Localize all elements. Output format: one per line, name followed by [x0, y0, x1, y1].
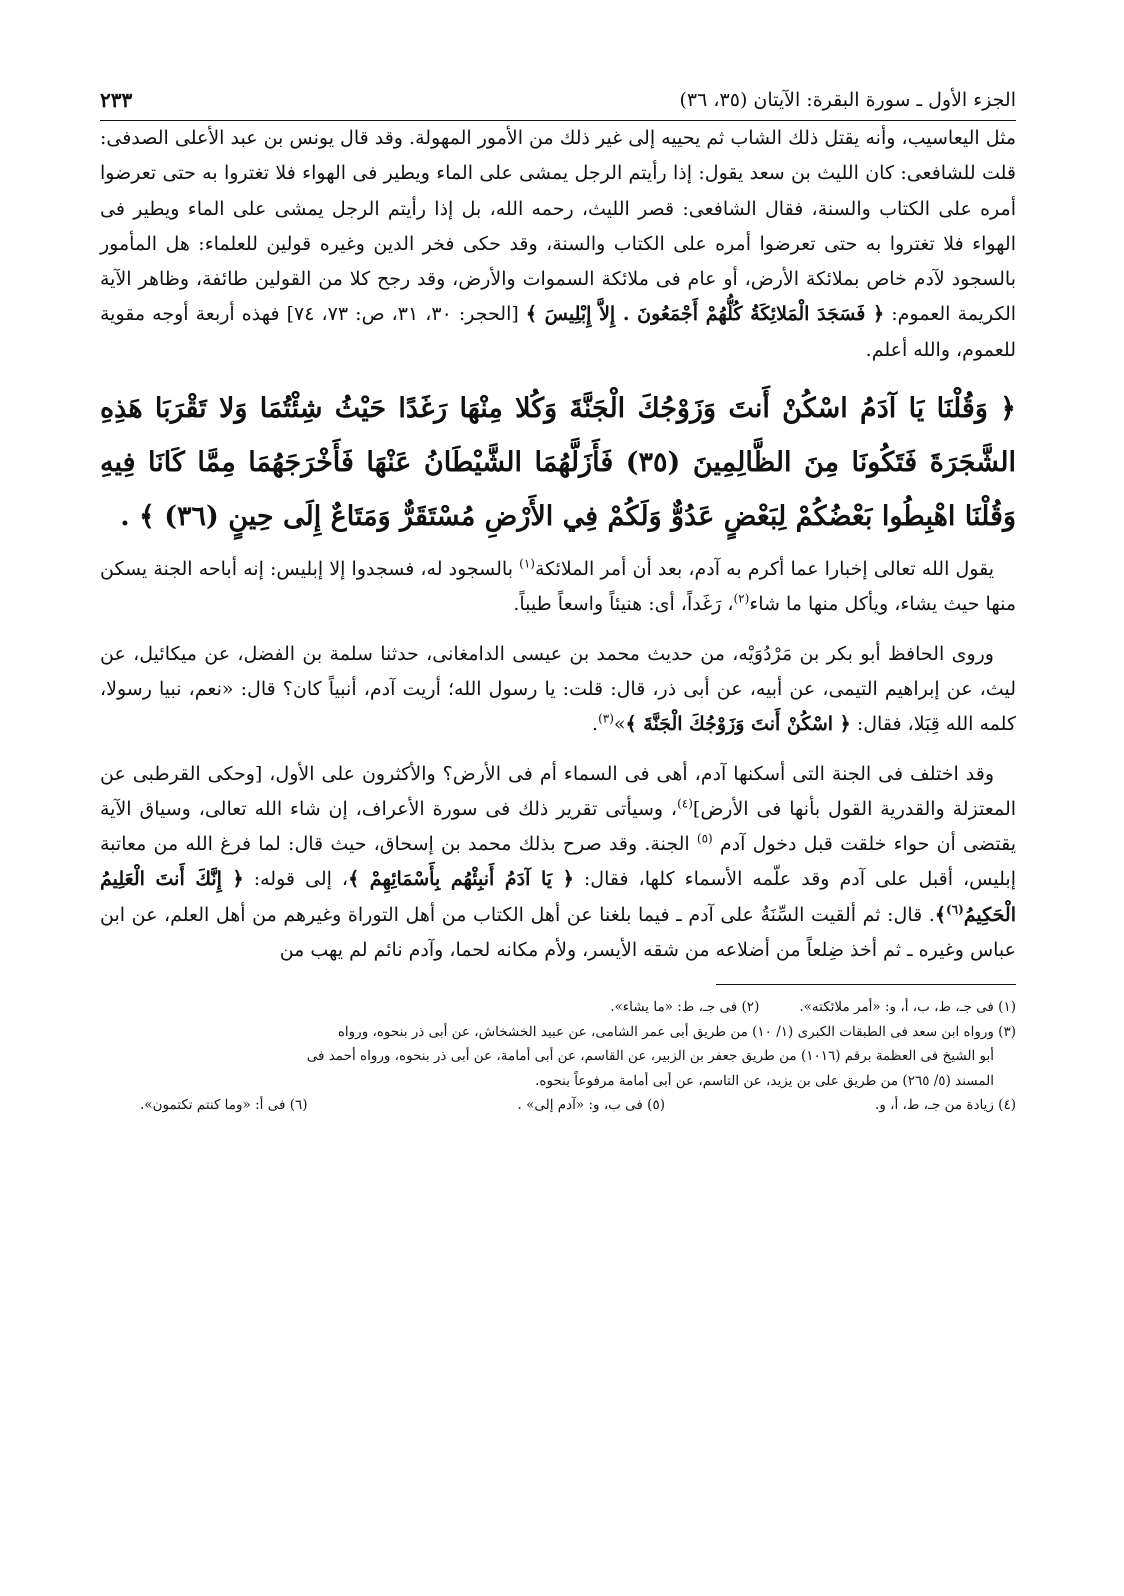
page-number: ٢٣٣: [100, 88, 133, 112]
paragraph-4-text-c: الجنة. وقد صرح بذلك محمد بن إسحاق، حيث قال: لما فرغ الله من معاتبة إبليس، أقبل على آدم وقد علّمه الأسماء كلها، فقال:: [100, 833, 1016, 891]
paragraph-4-text-a: وقد اختلف فى الجنة التى أسكنها آدم، أهى فى السماء أم فى الأرض؟ والأكثرون على الأول، [وحكى القرطبى عن المعتزلة والقدرية القول بأنها فى الأرض]: [100, 762, 1017, 820]
running-header: [100, 80, 1016, 121]
footnote-6: (٦) فى أ: «وما كنتم تكتمون».: [140, 1097, 308, 1114]
paragraph-3-close-quote: »: [613, 713, 626, 736]
footnote-ref-3: (٣): [598, 711, 614, 726]
paragraph-4-text-b: ، وسيأتى تقرير ذلك فى سورة الأعراف، إن شاء الله تعالى، وسياق الآية يقتضى أن حواء خلقت قبل دخول آدم: [100, 797, 1016, 856]
paragraph-3-text-a: وروى الحافظ أبو بكر بن مَرْدُوَيْه، من حديث محمد بن عيسى الدامغانى، حدثنا سلمة بن الفضل، عن ميكائيل، عن ليث، عن إبراهيم التيمى، عن أبيه، عن أبى ذر، قال: قلت: يا رسول الله؛ أريت آدم، أنبياً كان؟ قال: «نعم، نبيا رسولا، كلمه الله قِبَلا، فقال:: [100, 642, 1016, 736]
paragraph-4-text-e: . قال: ثم ألقيت السِّنَةُ على آدم ـ فيما بلغنا عن أهل الكتاب من أهل التوراة وغيرهم من أهل العلم، عن ابن عباس وغيره ـ ثم أخذ ضِلعاً من أضلاعه من شقه الأيسر، ولأم مكانه لحما، وآدم نائم لم يهب من: [100, 903, 1016, 962]
paragraph-1-ending: [الحجر: ٣٠، ٣١، ص: ٧٣، ٧٤] فهذه أربعة أوجه مقوية للعموم، والله أعلم.: [100, 303, 1016, 361]
footnote-row-1-2: [100, 995, 1016, 1020]
paragraph-2-text-c: ، رَغَداً، أى: هنيئاً واسعاً طيباً.: [513, 593, 734, 616]
footnote-row-4-6: [100, 1093, 1016, 1118]
paragraph-1-text: مثل اليعاسيب، وأنه يقتل ذلك الشاب ثم يحييه إلى غير ذلك من الأمور المهولة. وقد قال يونس بن عبد الأعلى الصدفى: قلت للشافعى: كان الليث بن سعد يقول: إذا رأيتم الرجل يمشى على الماء ويطير فى الهواء فلا تغتروا به حتى تعرضوا أمره على الكتاب والسنة، فقال الشافعى: قصر الليث، رحمه الله، بل إذا رأيتم الرجل يمشى على الماء ويطير فى الهواء فلا تغتروا به حتى تعرضوا أمره على الكتاب والسنة، وقد حكى فخر الدين وغيره قولين للعلماء: هل المأمور بالسجود لآدم خاص بملائكة الأرض، أو عام فى ملائكة السموات والأرض، وقد رجح كلا من القولين طائفة، وظاهر الآية الكريمة العموم:: [100, 127, 1017, 326]
paragraph-1: [100, 121, 1016, 368]
paragraph-4: [100, 757, 1016, 969]
quran-verse-block: ﴿ وَقُلْنَا يَا آدَمُ اسْكُنْ أَنتَ وَزَوْجُكَ الْجَنَّةَ وَكُلا مِنْهَا رَغَدًا حَيْثُ شِئْتُمَا وَلا تَقْرَبَا هَذِهِ الشَّجَرَةَ فَتَكُونَا مِنَ الظَّالِمِينَ (٣٥) فَأَزَلَّهُمَا الشَّيْطَانُ عَنْهَا فَأَخْرَجَهُمَا مِمَّا كَانَا فِيهِ وَقُلْنَا اهْبِطُوا بَعْضُكُمْ لِبَعْضٍ عَدُوٌّ وَلَكُمْ فِي الأَرْضِ مُسْتَقَرٌّ وَمَتَاعٌ إِلَى حِينٍ (٣٦) ﴾ .: [100, 393, 1016, 533]
footnote-2: (٢) فى جـ، ط: «ما يشاء».: [610, 999, 760, 1016]
footnote-ref-5: (٥): [696, 831, 713, 846]
paragraph-2-text-a: يقول الله تعالى إخبارا عما أكرم به آدم، بعد أن أمر الملائكة: [534, 558, 994, 581]
footnote-3-line-3: المسند (٥/ ٢٦٥) من طريق على بن يزيد، عن التاسم، عن أبى أمامة مرفوعاً بنحوه.: [535, 1072, 994, 1089]
footnote-ref-1: (١): [519, 556, 535, 571]
footnote-ref-6: (٦): [945, 902, 964, 917]
quran-quote-alim-close: ﴾: [934, 903, 946, 926]
running-header-title: الجزء الأول ـ سورة البقرة: الآيتان (٣٥، ٣٦): [679, 89, 1016, 111]
footnote-5: (٥) فى ب، و: «آدم إلى» .: [517, 1097, 665, 1114]
footnotes: [100, 995, 1016, 1118]
footnote-3-line-1: (٣) ورواه ابن سعد فى الطبقات الكبرى (١/ ١٠) من طريق أبى عمر الشامى، عن عبيد الخشخاش، عن أبى ذر بنحوه، ورواه: [337, 1023, 1016, 1040]
paragraph-3: [100, 637, 1016, 743]
quran-quote-anbihum: ﴿ يَا آدَمُ أَنبِئْهُم بِأَسْمَائِهِمْ ﴾: [348, 868, 574, 891]
footnote-4: (٤) زيادة من جـ، ط، أ، و.: [875, 1097, 1016, 1114]
footnote-ref-4: (٤): [677, 796, 693, 811]
footnote-separator: [716, 984, 1016, 985]
paragraph-4-text-d: ، إلى قوله:: [253, 868, 349, 891]
quran-quote-alim-text: ﴿ إِنَّكَ أَنتَ الْعَلِيمُ الْحَكِيمُ: [100, 868, 1016, 926]
footnote-1: (١) فى جـ، ط، ب، أ، و: «أمر ملائكته».: [799, 999, 1016, 1016]
paragraph-3-end: .: [592, 713, 599, 736]
footnote-ref-2: (٢): [733, 592, 750, 607]
book-page: [100, 80, 1016, 1118]
paragraph-2-text-b: بالسجود له، فسجدوا إلا إبليس: إنه أباحه الجنة يسكن منها حيث يشاء، ويأكل منها ما شاء: [100, 558, 1016, 616]
footnote-3-line-2: أبو الشيخ فى العظمة برقم (١٠١٦) من طريق جعفر بن الزبير، عن القاسم، عن أبى أمامة، عن أبى ذر بنحوه، ورواه أحمد فى: [306, 1048, 994, 1065]
paragraph-2: [100, 552, 1016, 623]
quran-quote-uskun: ﴿ اسْكُنْ أَنتَ وَزَوْجُكَ الْجَنَّةَ ﴾: [625, 713, 851, 736]
quran-quote-sajada: ﴿ فَسَجَدَ الْمَلائِكَةُ كُلُّهُمْ أَجْمَعُونَ . إِلاَّ إِبْلِيسَ ﴾: [525, 303, 885, 326]
